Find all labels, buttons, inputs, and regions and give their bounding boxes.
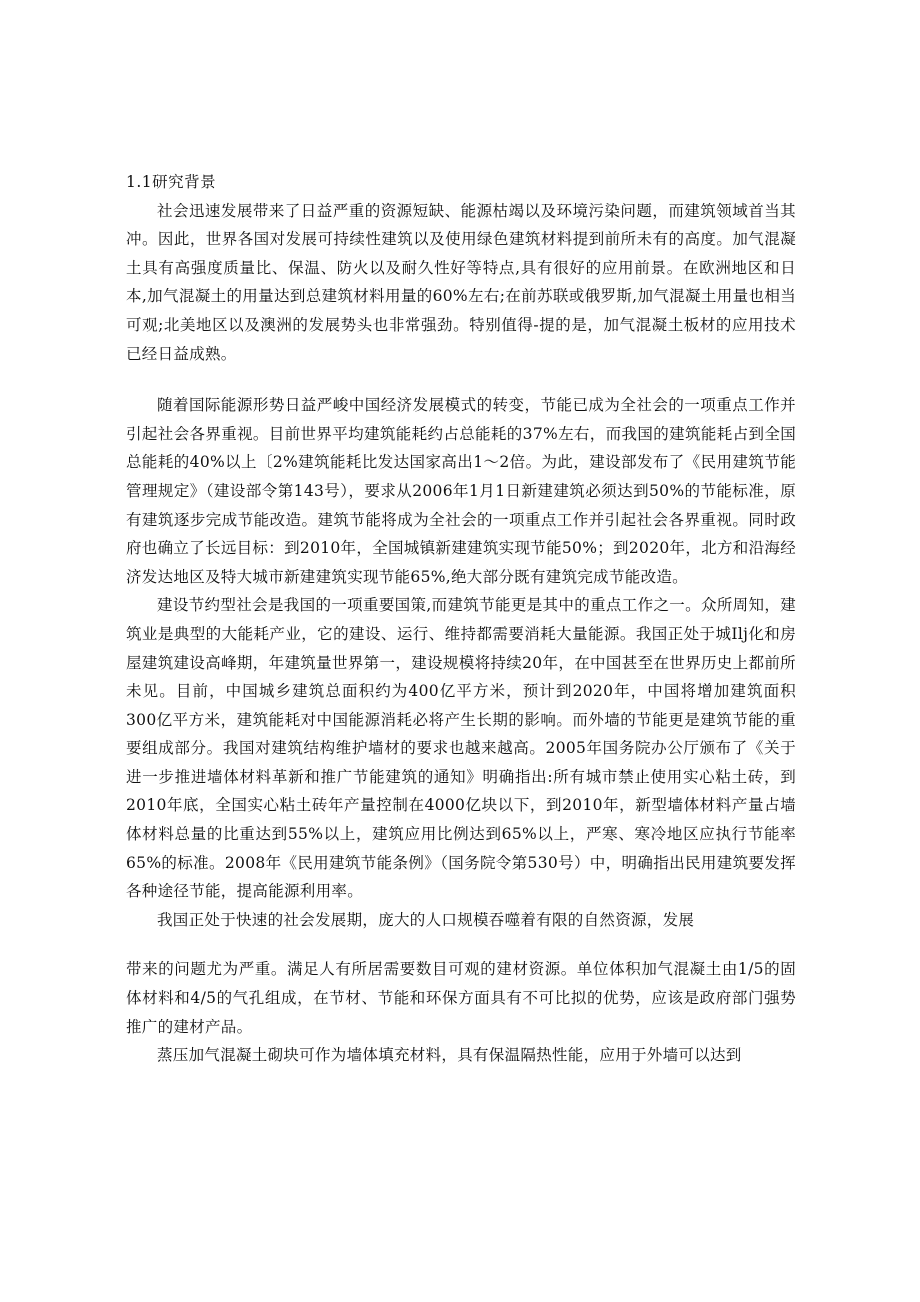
paragraph-building-conservation: 建设节约型社会是我国的一项重要国策,而建筑节能更是其中的重点工作之一。众所周知，建筑业是典型的大能耗产业，它的建设、运行、维持都需要消耗大量能源。我国正处于城Ilj化和房屋建筑建设高峰期，年建筑量世界第一，建设规模将持续20年，在中国甚至在世界历史上都前所未见。目前，中国城乡建筑总面积约为400亿平方米，预计到2020年，中国将增加建筑面积300亿平方米，建筑能耗对中国能源消耗必将产生长期的影响。而外墙的节能更是建筑节能的重要组成部分。我国对建筑结构维护墙材的要求也越来越高。2005年国务院办公厅颁布了《关于进一步推进墙体材料革新和推广节能建筑的通知》明确指出:所有城市禁止使用实心粘土砖，到2010年底，全国实心粘土砖年产量控制在4000亿块以下，到2010年，新型墙体材料产量占墙体材料总量的比重达到55%以上，建筑应用比例达到65%以上，严寒、寒冷地区应执行节能率65%的标准。2008年《民用建筑节能条例》（国务院令第530号）中，明确指出民用建筑要发挥各种途径节能，提高能源利用率。 xyxy=(126,596,796,901)
paragraph-background: 社会迅速发展带来了日益严重的资源短缺、能源枯竭以及环境污染问题，而建筑领域首当其冲。因此，世界各国对发展可持续性建筑以及使用绿色建筑材料提到前所未有的高度。加气混凝土具有高强度质量比、保温、防火以及耐久性好等特点,具有很好的应用前景。在欧洲地区和日本,加气混凝土的用量达到总建筑材料用量的60%左右;在前苏联或俄罗斯,加气混凝土用量也相当可观;北美地区以及澳洲的发展势头也非常强劲。特别值得-提的是，加气混凝土板材的应用技术已经日益成熟。 xyxy=(126,201,796,363)
paragraph-energy-policy: 随着国际能源形势日益严峻中国经济发展模式的转变，节能已成为全社会的一项重点工作并引起社会各界重视。目前世界平均建筑能耗约占总能耗的37%左右，而我国的建筑能耗占到全国总能耗的40%以上〔2%建筑能耗比发达国家高出1～2倍。为此，建设部发布了《民用建筑节能管理规定》（建设部令第143号），要求从2006年1月1日新建建筑必须达到50%的节能标准，原有建筑逐步完成节能改造。建筑节能将成为全社会的一项重点工作并引起社会各界重视。同时政府也确立了长远目标：到2010年，全国城镇新建建筑实现节能50%；到2020年，北方和沿海经济发达地区及特大城市新建建筑实现节能65%,绝大部分既有建筑完成节能改造。 xyxy=(126,396,796,586)
document-body xyxy=(126,168,796,1070)
paragraph-resource-pressure: 我国正处于快速的社会发展期，庞大的人口规模吞噬着有限的自然资源，发展 xyxy=(157,910,695,929)
paragraph-aerated-concrete-composition: 带来的问题尤为严重。满足人有所居需要数目可观的建材资源。单位体积加气混凝土由1/5的固体材料和4/5的气孔组成，在节材、节能和环保方面具有不可比拟的优势，应该是政府部门强势推广的建材产品。 xyxy=(126,960,796,1036)
section-heading: 1.1研究背景 xyxy=(126,173,217,191)
paragraph-autoclaved-block: 蒸压加气混凝土砌块可作为墙体填充材料，具有保温隔热性能，应用于外墙可以达到 xyxy=(157,1046,742,1065)
